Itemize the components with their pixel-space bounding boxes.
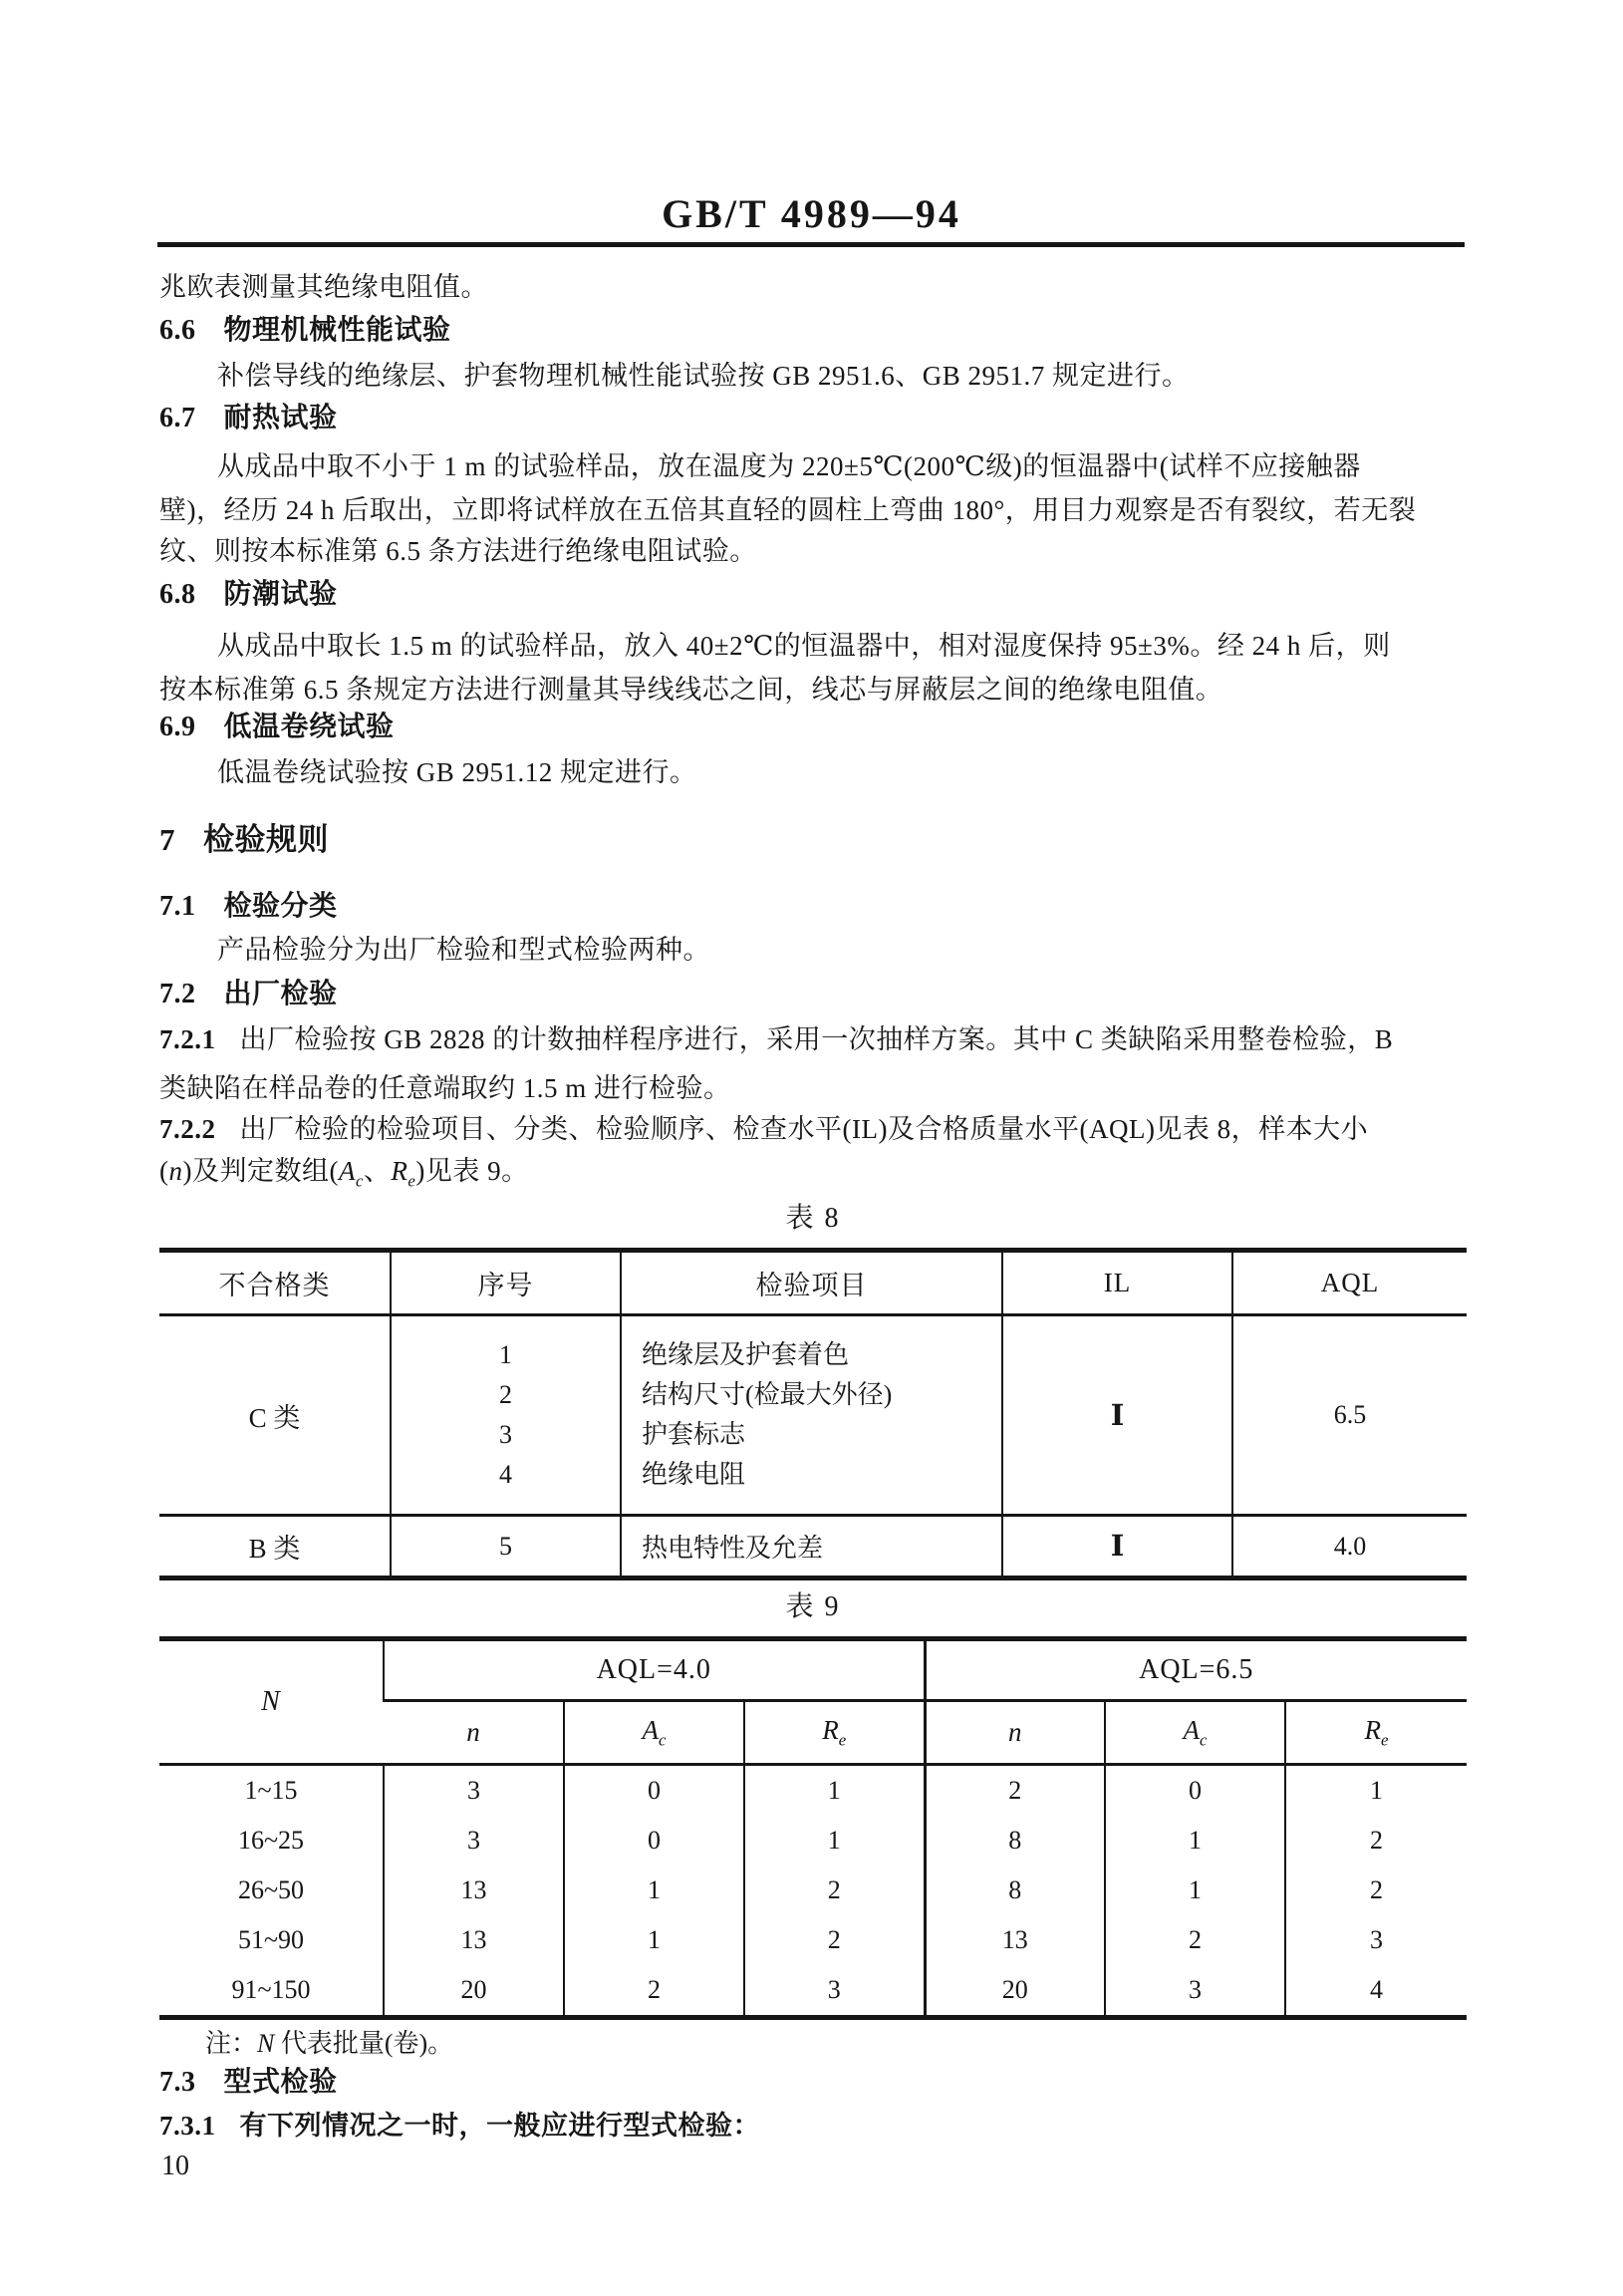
subscript-c: c	[1200, 1730, 1208, 1750]
italic-var-R: R	[391, 1156, 408, 1186]
table-8-row-c	[159, 1315, 1467, 1516]
clause-7-2-1-line	[159, 1021, 1393, 1057]
table-cell: 13	[925, 1915, 1105, 1965]
paragraph-line: 类缺陷在样品卷的任意端取约 1.5 m 进行检验。	[159, 1073, 731, 1103]
subscript-c: c	[355, 1171, 364, 1191]
header-rule	[157, 242, 1465, 247]
table-cell: 2	[1285, 1816, 1467, 1866]
clause-number: 7.2.2	[159, 1114, 216, 1144]
table-cell: 13	[384, 1915, 564, 1965]
table-cell-items	[621, 1315, 1002, 1516]
clause-heading-6-6	[159, 313, 451, 349]
text-segment: )及判定数组(	[182, 1156, 339, 1186]
note-text: 代表批量(卷)。	[274, 2029, 454, 2058]
clause-number: 6.7	[159, 403, 196, 433]
clause-title: 检验规则	[203, 822, 329, 857]
subheader-Ac	[564, 1701, 744, 1765]
table-cell: 3	[1285, 1915, 1467, 1965]
text-segment: (	[159, 1156, 169, 1186]
table-9-group-header-row	[159, 1639, 1467, 1701]
clause-heading-7-1	[159, 889, 338, 925]
text-segment: 、	[363, 1156, 392, 1186]
inspection-item: 结构尺寸(检最大外径)	[642, 1380, 893, 1409]
table-8-header-row	[159, 1251, 1467, 1315]
subheader-n	[384, 1701, 564, 1765]
table-cell: 2	[564, 1965, 744, 2018]
paragraph-line: 从成品中取长 1.5 m 的试验样品，放入 40±2℃的恒温器中，相对湿度保持 95±3%。经 24 h 后，则	[217, 631, 1391, 661]
clause-title: 耐热试验	[223, 403, 338, 433]
subheader-Re	[744, 1701, 925, 1765]
page-number: 10	[161, 2151, 189, 2181]
batch-range: 1~15	[244, 1776, 298, 1805]
table-cell-category: C 类	[159, 1315, 391, 1516]
table-9-note	[205, 2023, 453, 2060]
italic-var-A: A	[1183, 1714, 1201, 1745]
italic-var-n: n	[1008, 1717, 1022, 1747]
batch-size-header	[159, 1639, 384, 1765]
table-9-caption: 表 9	[785, 1591, 841, 1622]
italic-var-A: A	[642, 1714, 660, 1745]
table-cell: 1	[1105, 1816, 1285, 1866]
clause-title: 物理机械性能试验	[223, 315, 451, 346]
italic-var-N: N	[261, 1686, 281, 1717]
clause-heading-7-2	[159, 977, 338, 1012]
paragraph-line: 低温卷绕试验按 GB 2951.12 规定进行。	[217, 757, 697, 787]
clause-title: 防潮试验	[223, 579, 338, 610]
table-row	[159, 1866, 1467, 1915]
serial-number: 2	[499, 1380, 512, 1409]
table-row	[159, 1765, 1467, 1817]
clause-heading-7-3	[159, 2065, 338, 2101]
table-cell: 8	[925, 1816, 1105, 1866]
table-8-caption: 表 8	[785, 1203, 841, 1234]
clause-number: 7.1	[159, 891, 196, 922]
table-cell-category: B 类	[248, 1534, 301, 1564]
paragraph-line: 兆欧表测量其绝缘电阻值。	[159, 272, 488, 302]
table-row	[159, 1915, 1467, 1965]
clause-heading-6-8	[159, 577, 338, 613]
table-header-cell: 不合格类	[159, 1251, 391, 1315]
table-cell: 4	[1285, 1965, 1467, 2018]
table-cell-il: Ⅰ	[1002, 1315, 1232, 1516]
clause-text: 出厂检验的检验项目、分类、检验顺序、检查水平(IL)及合格质量水平(AQL)见表 8，样本大小	[239, 1114, 1369, 1144]
clause-7-3-1-line	[159, 2108, 760, 2144]
paragraph-line: 从成品中取不小于 1 m 的试验样品，放在温度为 220±5℃(200℃级)的恒温器中(试样不应接触器	[217, 451, 1361, 481]
table-cell: 2	[1285, 1866, 1467, 1915]
subscript-e: e	[407, 1171, 416, 1191]
clause-heading-6-9	[159, 710, 395, 745]
italic-var-R: R	[1364, 1714, 1382, 1745]
subheader-Ac	[1105, 1701, 1285, 1765]
inspection-item: 热电特性及允差	[621, 1516, 1002, 1578]
clause-text: 有下列情况之一时，一般应进行型式检验：	[239, 2111, 760, 2141]
table-cell: 3	[384, 1816, 564, 1866]
table-cell: 2	[1105, 1915, 1285, 1965]
table-header-cell: 检验项目	[621, 1251, 1002, 1315]
table-cell: 8	[925, 1866, 1105, 1915]
italic-var-n: n	[168, 1156, 183, 1186]
aql-group-header: AQL=4.0	[384, 1639, 925, 1701]
table-cell: 3	[384, 1765, 564, 1817]
table-header-cell: AQL	[1232, 1251, 1467, 1315]
standard-number-header: GB/T 4989—94	[662, 191, 961, 236]
table-cell-aql: 4.0	[1232, 1516, 1467, 1578]
table-cell: 1	[744, 1765, 925, 1817]
table-cell: 2	[744, 1866, 925, 1915]
serial-number: 5	[391, 1516, 621, 1578]
table-cell: 0	[564, 1765, 744, 1817]
paragraph-line: 壁)，经历 24 h 后取出，立即将试样放在五倍其直轻的圆柱上弯曲 180°，用目力观察是否有裂纹，若无裂	[159, 495, 1417, 525]
table-cell: 3	[1105, 1965, 1285, 2018]
table-8-row-b	[159, 1516, 1467, 1578]
paragraph-line: 纹、则按本标准第 6.5 条方法进行绝缘电阻试验。	[159, 536, 757, 566]
section-heading-7	[159, 822, 329, 858]
clause-7-2-2-continuation	[159, 1153, 529, 1199]
table-cell: 0	[564, 1816, 744, 1866]
table-cell-numbers	[391, 1315, 621, 1516]
paragraph-line: 补偿导线的绝缘层、护套物理机械性能试验按 GB 2951.6、GB 2951.7 规定进行。	[217, 361, 1190, 391]
subscript-c: c	[659, 1730, 667, 1750]
italic-var-R: R	[822, 1714, 839, 1745]
paragraph-line: 按本标准第 6.5 条规定方法进行测量其导线线芯之间，线芯与屏蔽层之间的绝缘电阻值。	[159, 675, 1223, 705]
table-cell: 1	[1105, 1866, 1285, 1915]
inspection-item: 绝缘电阻	[642, 1460, 746, 1489]
clause-title: 出厂检验	[223, 979, 338, 1009]
clause-text: 出厂检验按 GB 2828 的计数抽样程序进行，采用一次抽样方案。其中 C 类缺陷采用整卷检验，B	[239, 1024, 1394, 1054]
table-cell: 1	[564, 1915, 744, 1965]
serial-number: 4	[499, 1460, 512, 1489]
clause-title: 检验分类	[223, 891, 338, 922]
serial-number: 3	[499, 1420, 512, 1449]
table-cell: 1	[744, 1816, 925, 1866]
table-cell: 0	[1105, 1765, 1285, 1817]
batch-range: 91~150	[231, 1975, 311, 2004]
inspection-item: 护套标志	[642, 1420, 746, 1449]
clause-number: 7	[159, 822, 175, 857]
clause-number: 6.9	[159, 712, 196, 742]
table-cell: 2	[744, 1915, 925, 1965]
italic-var-n: n	[466, 1717, 480, 1747]
table-cell: 3	[744, 1965, 925, 2018]
table-cell: 1	[564, 1866, 744, 1915]
table-8	[159, 1248, 1467, 1580]
italic-var-N: N	[257, 2029, 275, 2058]
italic-var-A: A	[338, 1156, 356, 1186]
clause-number: 6.6	[159, 315, 196, 346]
table-row	[159, 1816, 1467, 1866]
table-row	[159, 1965, 1467, 2018]
table-cell: 13	[384, 1866, 564, 1915]
aql-group-header: AQL=6.5	[925, 1639, 1467, 1701]
batch-range: 16~25	[237, 1826, 305, 1855]
clause-7-2-2-line	[159, 1111, 1368, 1147]
table-header-cell: 序号	[391, 1251, 621, 1315]
table-cell-il: Ⅰ	[1002, 1516, 1232, 1578]
clause-number: 7.3.1	[159, 2111, 216, 2141]
clause-number: 7.3	[159, 2067, 196, 2098]
table-cell-aql: 6.5	[1232, 1315, 1467, 1516]
subheader-n	[925, 1701, 1105, 1765]
clause-number: 6.8	[159, 579, 196, 610]
clause-title: 型式检验	[223, 2067, 338, 2098]
table-cell: 20	[925, 1965, 1105, 2018]
paragraph-line: 产品检验分为出厂检验和型式检验两种。	[217, 935, 710, 965]
inspection-item: 绝缘层及护套着色	[642, 1340, 850, 1369]
table-cell: 2	[925, 1765, 1105, 1817]
clause-heading-6-7	[159, 401, 338, 436]
subscript-e: e	[838, 1730, 847, 1750]
subheader-Re	[1285, 1701, 1467, 1765]
serial-number: 1	[499, 1340, 512, 1369]
batch-range: 26~50	[237, 1875, 305, 1904]
clause-number: 7.2	[159, 979, 196, 1009]
note-prefix: 注：	[205, 2029, 258, 2058]
clause-number: 7.2.1	[159, 1024, 216, 1054]
clause-title: 低温卷绕试验	[223, 712, 395, 742]
batch-range: 51~90	[237, 1925, 305, 1954]
table-cell: 1	[1285, 1765, 1467, 1817]
subscript-e: e	[1381, 1730, 1389, 1750]
text-segment: )见表 9。	[415, 1156, 529, 1186]
table-cell: 20	[384, 1965, 564, 2018]
table-9	[159, 1636, 1467, 2020]
table-header-cell: IL	[1002, 1251, 1232, 1315]
